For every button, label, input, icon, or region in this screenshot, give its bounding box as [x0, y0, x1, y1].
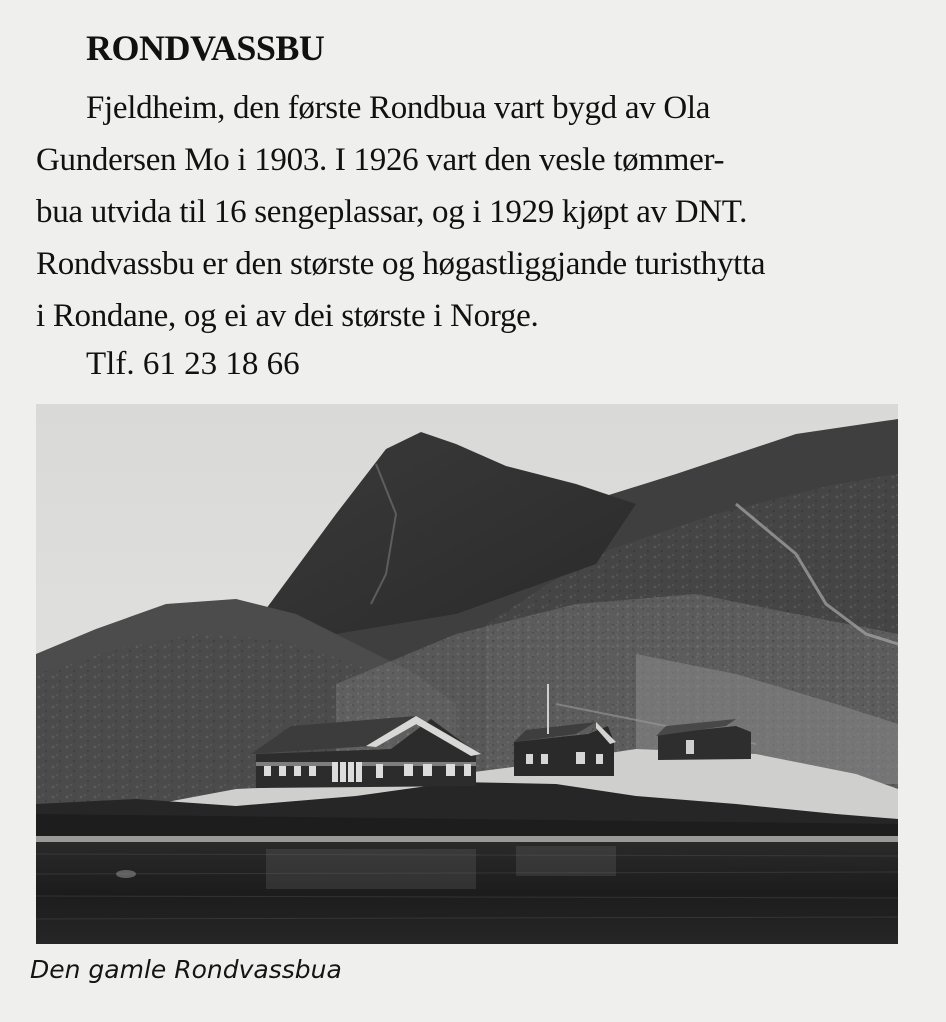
body-line: Rondvassbu er den største og høgastliggjande turisthytta	[36, 246, 766, 282]
photo-caption: Den gamle Rondvassbua	[30, 955, 342, 984]
body-line: Fjeldheim, den første Rondbua vart bygd av Ola	[86, 90, 711, 126]
phone-number: Tlf. 61 23 18 66	[86, 346, 300, 382]
photo-rondvassbu	[36, 404, 898, 944]
article-body	[36, 82, 916, 342]
article-title: RONDVASSBU	[86, 28, 325, 68]
body-line: i Rondane, og ei av dei største i Norge.	[36, 298, 539, 334]
body-line: Gundersen Mo i 1903. I 1926 vart den vesle tømmer-	[36, 142, 725, 178]
body-line: bua utvida til 16 sengeplassar, og i 1929 kjøpt av DNT.	[36, 194, 748, 230]
